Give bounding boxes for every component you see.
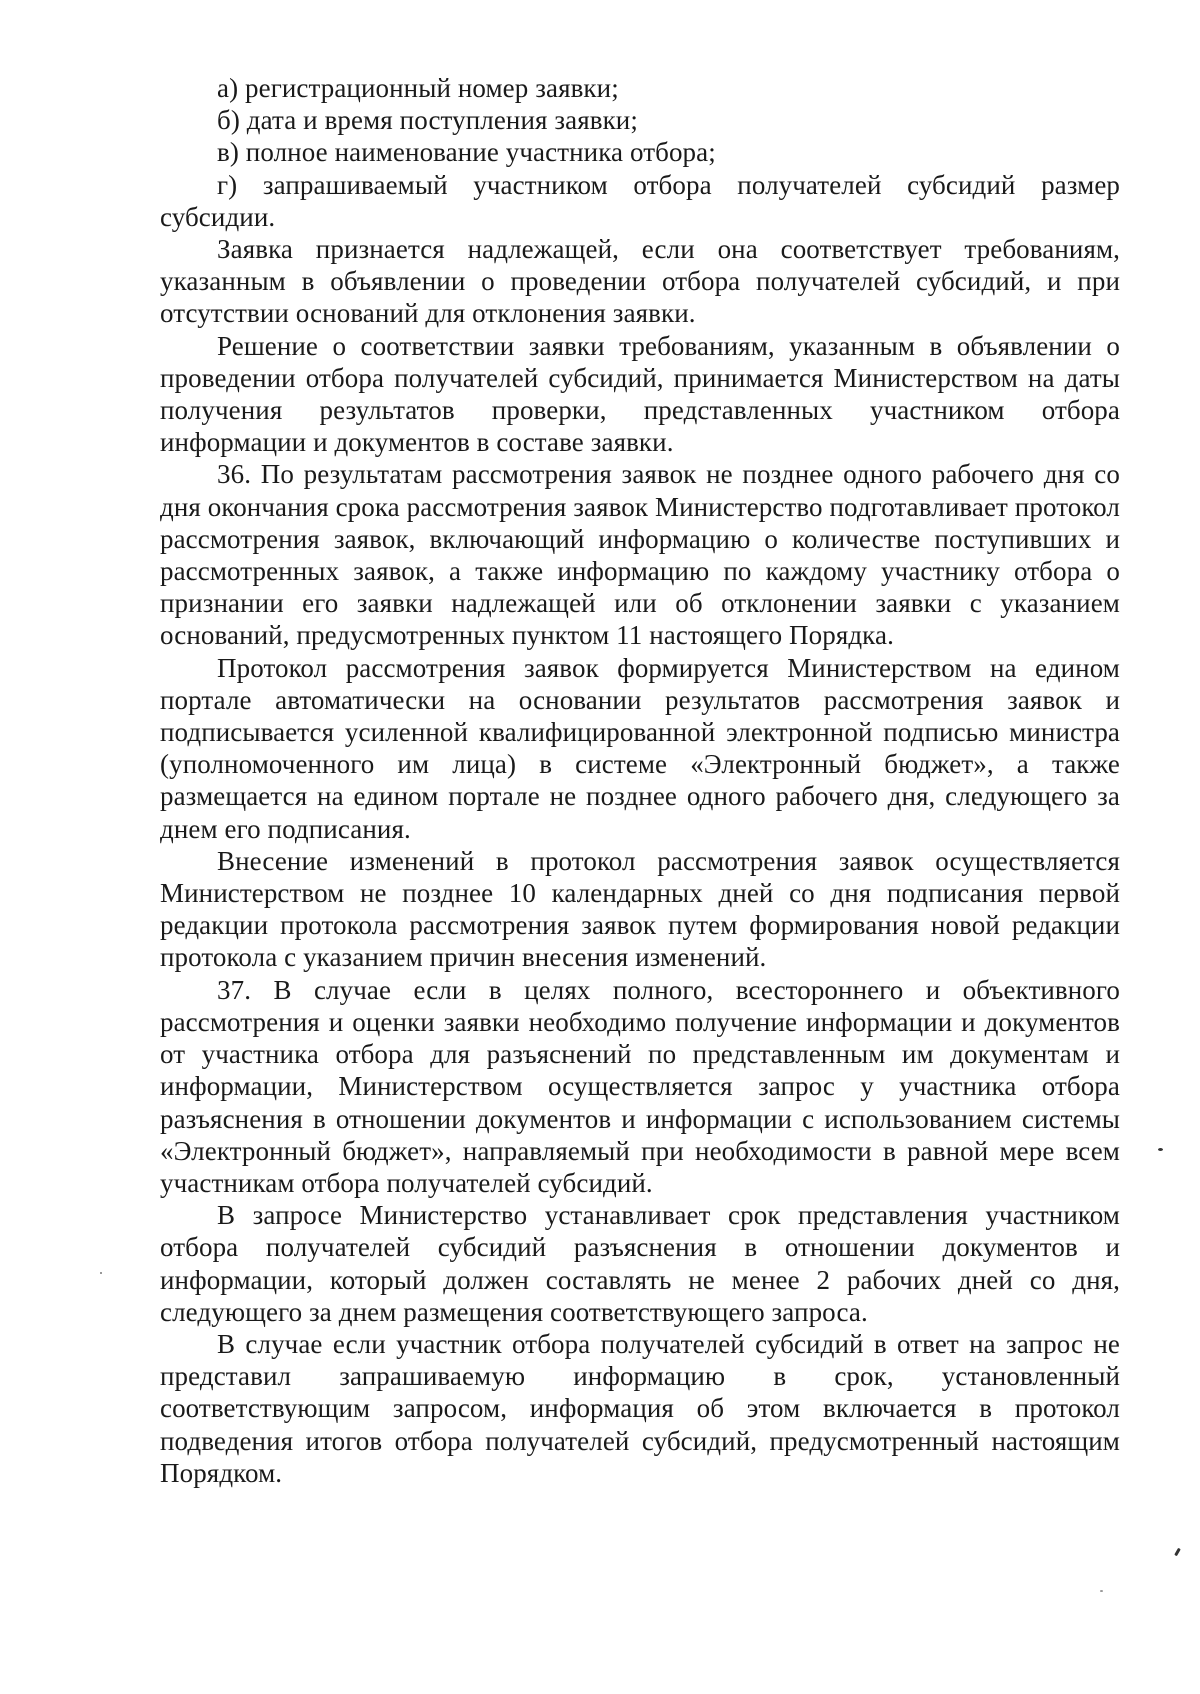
paragraph-clause-36: 36. По результатам рассмотрения заявок не позднее одного рабочего дня со дня окончания срока рассмотрения заявок Министерство подготавливает протокол рассмотрения заявок, включающий информацию о количестве поступивших и рассмотренных заявок, а также информацию по каждому участнику отбора о признании его заявки надлежащей или об отклонении заявки с указанием оснований, предусмотренных пунктом 11 настоящего Порядка. bbox=[160, 459, 1120, 651]
paragraph-item-b: б) дата и время поступления заявки; bbox=[217, 105, 638, 136]
paragraph-request-deadline: В запросе Министерство устанавливает срок представления участником отбора получателей субсидий разъяснения в отношении документов и информации, который должен составлять не менее 2 рабочих дней со дня, следующего за днем размещения соответствующего запроса. bbox=[160, 1200, 1120, 1327]
paragraph-clause-37: 37. В случае если в целях полного, всестороннего и объективного рассмотрения и оценки заявки необходимо получение информации и документов от участника отбора для разъяснений по представленным им документам и информации, Министерством осуществляется запрос у участника отбора разъяснения в отношении документов и информации с использованием системы «Электронный бюджет», направляемый при необходимости в равной мере всем участникам отбора получателей субсидий. bbox=[160, 974, 1120, 1198]
paragraph-protocol-changes: Внесение изменений в протокол рассмотрения заявок осуществляется Министерством не позднее 10 календарных дней со дня подписания первой редакции протокола рассмотрения заявок путем формирования новой редакции протокола с указанием причин внесения изменений. bbox=[160, 845, 1120, 973]
paragraph-protocol-formation: Протокол рассмотрения заявок формируется Министерством на едином портале автоматически на основании результатов рассмотрения заявок и подписывается усиленной квалифицированной электронной подписью министра (уполномоченного им лица) в системе «Электронный бюджет», а также размещается на едином портале не позднее одного рабочего дня, следующего за днем его подписания. bbox=[160, 652, 1120, 844]
scan-speck bbox=[1174, 1548, 1181, 1556]
document-body bbox=[160, 72, 1120, 1489]
scan-speck bbox=[1100, 1590, 1103, 1592]
paragraph-no-response: В случае если участник отбора получателей субсидий в ответ на запрос не представил запрашиваемую информацию в срок, установленный соответствующим запросом, информация об этом включается в протокол подведения итогов отбора получателей субсидий, предусмотренный настоящим Порядком. bbox=[160, 1328, 1120, 1488]
paragraph-application-valid: Заявка признается надлежащей, если она соответствует требованиям, указанным в объявлении о проведении отбора получателей субсидий, и при отсутствии оснований для отклонения заявки. bbox=[160, 234, 1120, 329]
paragraph-item-a: а) регистрационный номер заявки; bbox=[217, 73, 619, 103]
scan-speck bbox=[1158, 1148, 1163, 1151]
scan-speck bbox=[100, 1272, 102, 1274]
paragraph-item-g: г) запрашиваемый участником отбора получателей субсидий размер субсидии. bbox=[160, 169, 1120, 232]
paragraph-compliance-decision: Решение о соответствии заявки требованиям, указанным в объявлении о проведении отбора получателей субсидий, принимается Министерством на даты получения результатов проверки, представленных участником отбора информации и документов в составе заявки. bbox=[160, 330, 1120, 458]
paragraph-item-v: в) полное наименование участника отбора; bbox=[217, 137, 716, 168]
